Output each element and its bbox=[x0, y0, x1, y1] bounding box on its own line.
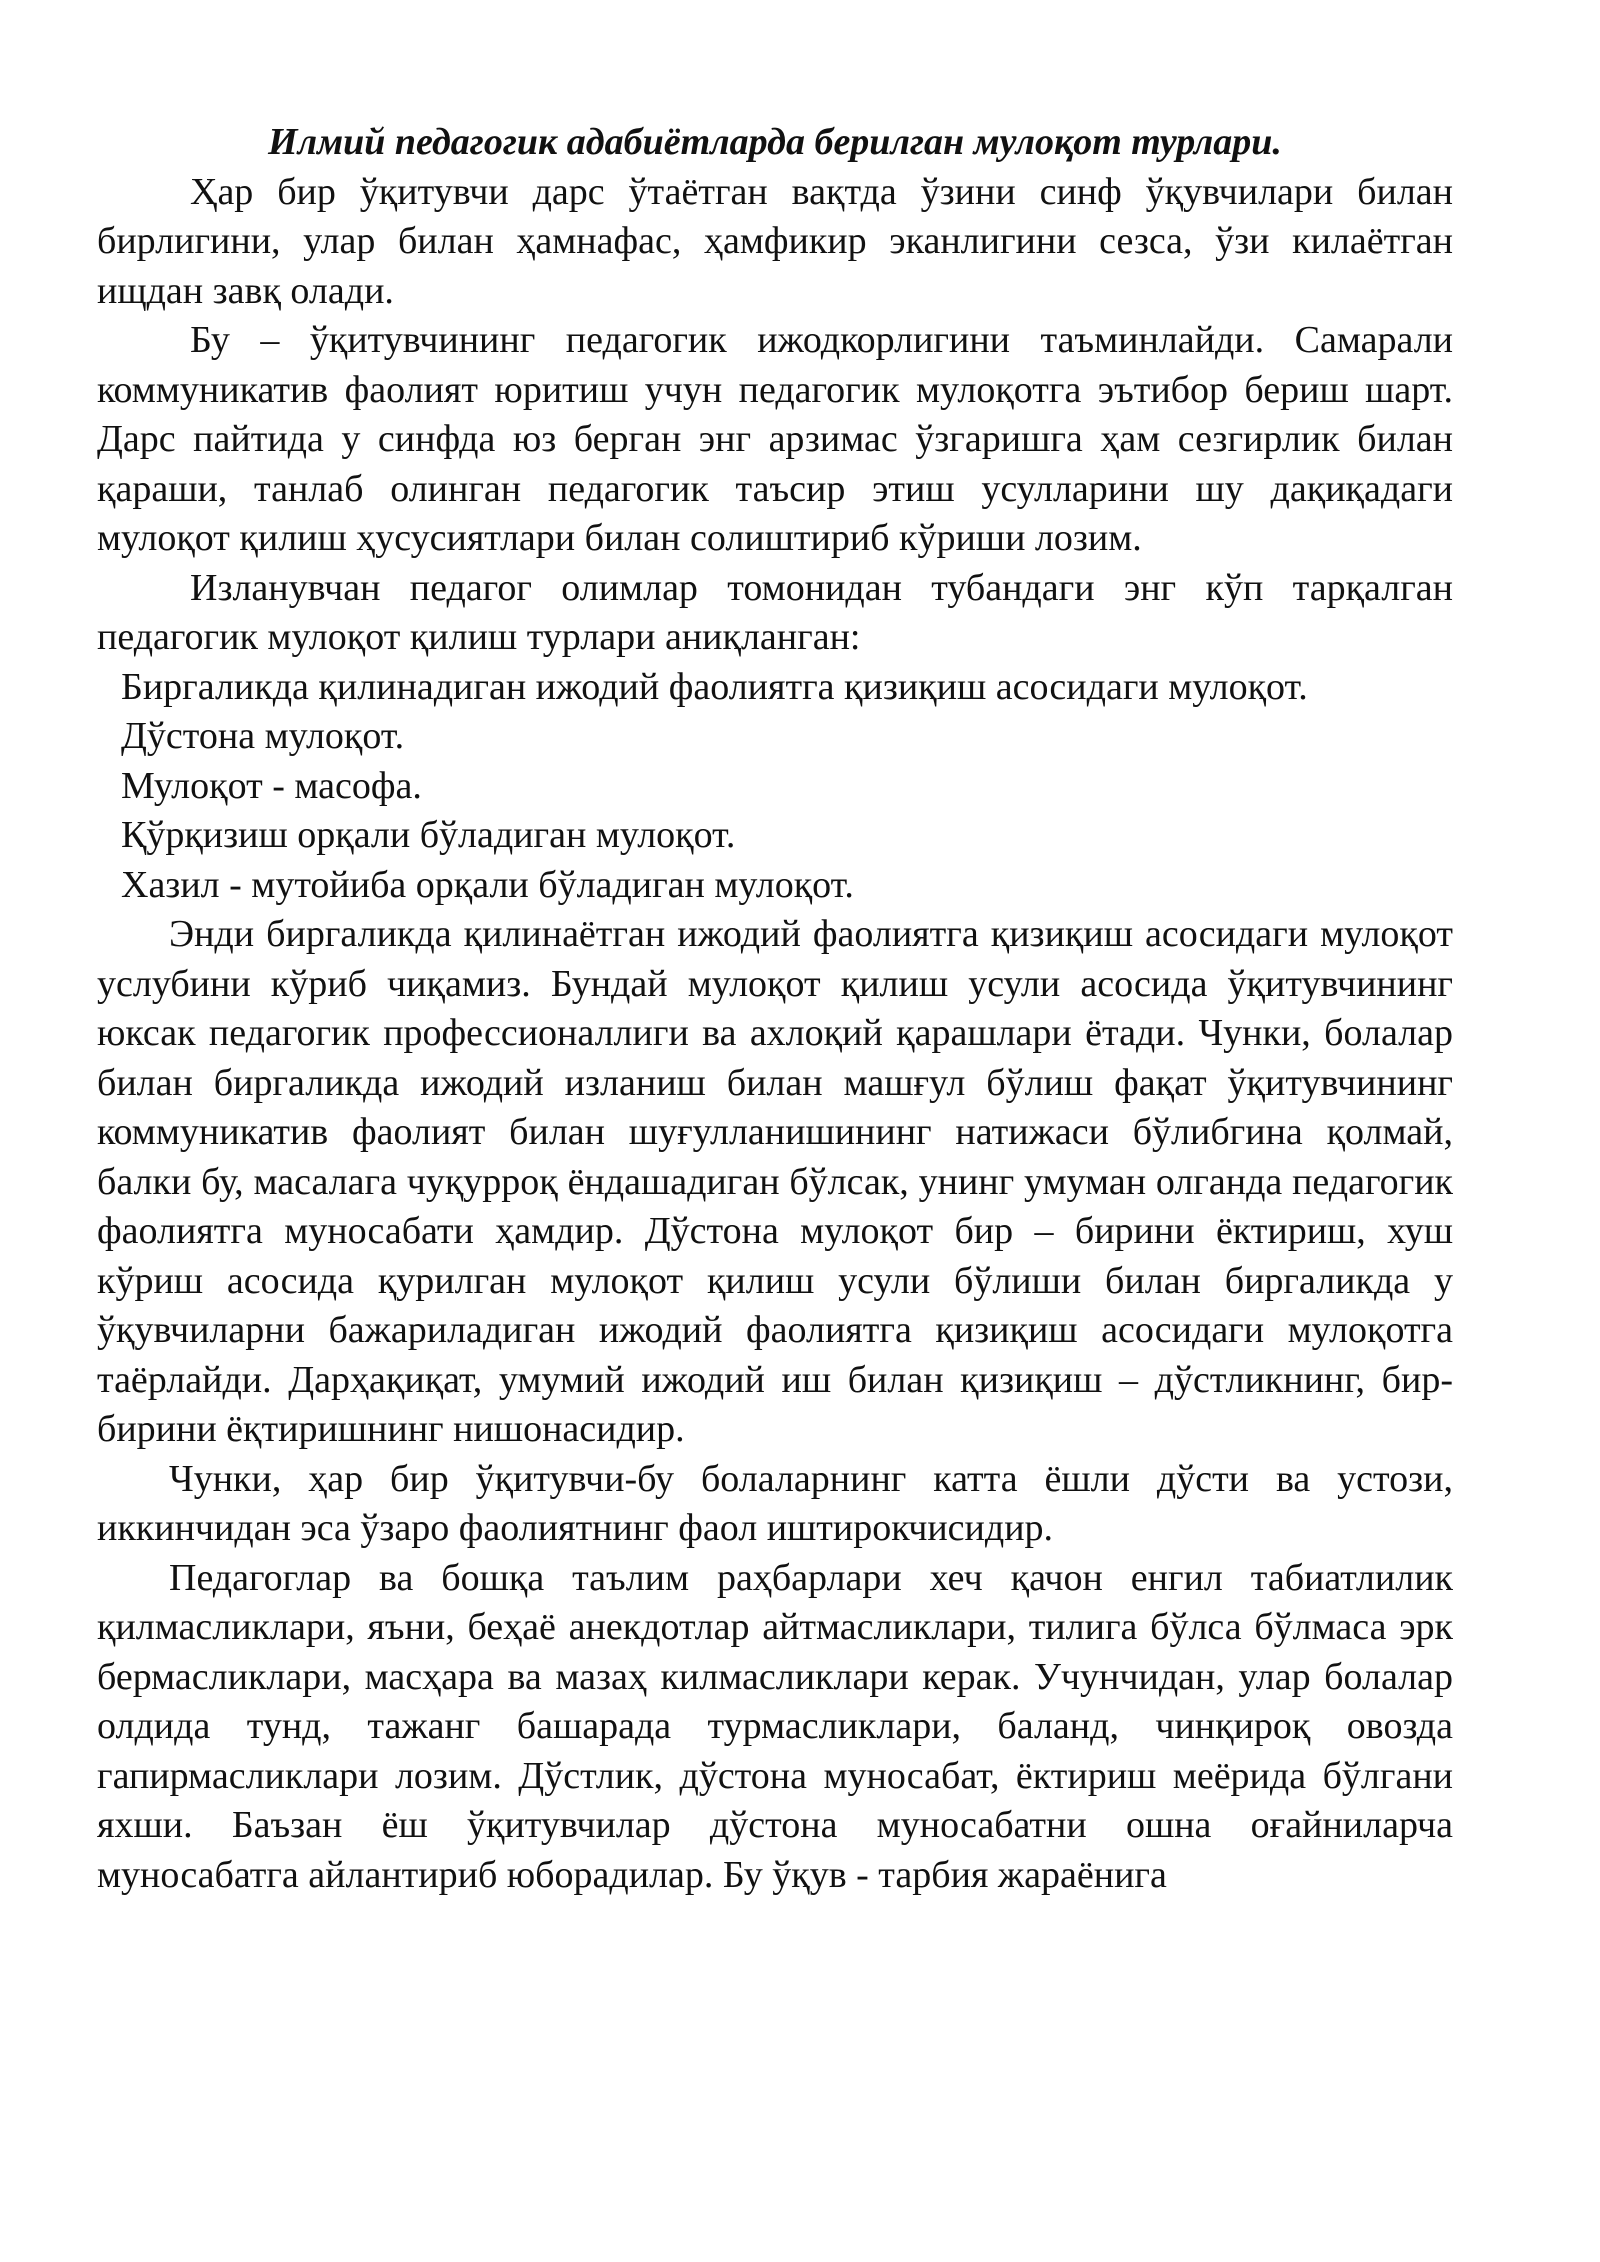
paragraph-3: Изланувчан педагог олимлар томонидан тубандаги энг кўп тарқалган педагогик мулоқот қилиш турлари аниқланган: bbox=[97, 566, 1453, 658]
list-item: Қўрқизиш орқали бўладиган мулоқот. bbox=[121, 814, 736, 856]
paragraph-6: Педагоглар ва бошқа таълим раҳбарлари хеч қачон енгил табиатлилик қилмасликлари, яъни, беҳаё анекдотлар айтмасликлари, тилига бўлса бўлмаса эрк бермасликлари, масҳара ва мазаҳ килмасликлари керак. Учунчидан, улар болалар олдида тунд, тажанг башарада турмасликлари, баланд, чинқироқ овозда гапирмасликлари лозим. Дўстлик, дўстона муносабат, ёктириш меёрида бўлгани яхши. Баъзан ёш ўқитувчилар дўстона муносабатни ошна оғайниларча муносабатга айлантириб юборадилар. Бу ўқув - тарбия жараёнига bbox=[97, 1556, 1453, 1896]
list-item: Мулоқот - масофа. bbox=[121, 764, 422, 807]
communication-types-list bbox=[97, 663, 1453, 911]
list-item: Биргаликда қилинадиган ижодий фаолиятга қизиқиш асосидаги мулоқот. bbox=[121, 665, 1308, 708]
paragraph-2: Бу – ўқитувчининг педагогик ижодкорлигини таъминлайди. Самарали коммуникатив фаолият юритиш учун педагогик мулоқотга эътибор бериш шарт. Дарс пайтида у синфда юз берган энг арзимас ўзгаришга ҳам сезгирлик билан қараши, танлаб олинган педагогик таъсир этиш усулларини шу дақиқадаги мулоқот қилиш ҳусусиятлари билан солиштириб кўриши лозим. bbox=[97, 319, 1453, 559]
list-item: Хазил - мутойиба орқали бўладиган мулоқот. bbox=[121, 863, 854, 906]
document-title: Илмий педагогик адабиётларда берилган мулоқот турлари. bbox=[268, 121, 1282, 163]
document-page bbox=[97, 118, 1453, 1900]
paragraph-5: Чунки, ҳар бир ўқитувчи-бу болаларнинг катта ёшли дўсти ва устози, иккинчидан эса ўзаро фаолиятнинг фаол иштирокчисидир. bbox=[97, 1457, 1453, 1549]
paragraph-1: Ҳар бир ўқитувчи дарс ўтаётган вақтда ўзини синф ўқувчилари билан бирлигини, улар билан ҳамнафас, ҳамфикир эканлигини сезса, ўзи килаётган ищдан завқ олади. bbox=[97, 170, 1453, 312]
list-item: Дўстона мулоқот. bbox=[121, 715, 405, 757]
paragraph-4: Энди биргаликда қилинаётган ижодий фаолиятга қизиқиш асосидаги мулоқот услубини кўриб чиқамиз. Бундай мулоқот қилиш усули асосида ўқитувчининг юксак педагогик профессионаллиги ва ахлоқий қарашлари ётади. Чунки, болалар билан биргаликда ижодий изланиш билан машғул бўлиш фақат ўқитувчининг коммуникатив фаолият билан шуғулланишининг натижаси бўлибгина қолмай, балки бу, масалага чуқурроқ ёндашадиган бўлсак, унинг умуман олганда педагогик фаолиятга муносабати ҳамдир. Дўстона мулоқот бир – бирини ёктириш, хуш кўриш асосида қурилган мулоқот қилиш усули бўлиши билан биргаликда у ўқувчиларни бажариладиган ижодий фаолиятга қизиқиш асосидаги мулоқотга таёрлайди. Дарҳақиқат, умумий ижодий иш билан қизиқиш – дўстликнинг, бир-бирини ёқтиришнинг нишонасидир. bbox=[97, 913, 1453, 1450]
